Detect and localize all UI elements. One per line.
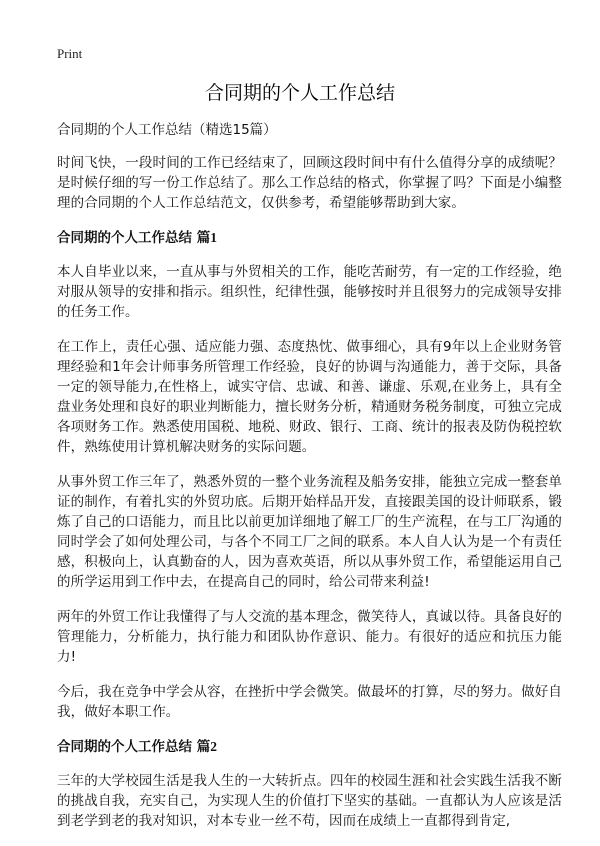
section-1-paragraph-2: 在工作上，责任心强、适应能力强、态度热忱、做事细心，具有9年以上企业财务管理经验和1年会计师事务所管理工作经验，良好的协调与沟通能力，善于交际，具备一定的领导能力,在性格上，诚实守信、忠诚、和善、谦虚、乐观,在业务上，具有全盘业务处理和良好的职业判断能力，擅长财务分析，精通财务税务制度，可独立完成各项财务工作。熟悉使用国税、地税、财政、银行、工商、统计的报表及防伪税控软件，熟练使用计算机解决财务的实际问题。 bbox=[57, 339, 562, 455]
section-heading-1 bbox=[57, 228, 562, 248]
section-heading-text: 合同期的个人工作总结 篇 bbox=[57, 230, 211, 246]
section-2-paragraph-1: 三年的大学校园生活是我人生的一大转折点。四年的校园生涯和社会实践生活我不断的挑战自我，充实自己，为实现人生的价值打下坚实的基础。一直都认为人应该是活到老学到老的我对知识，对本专业一丝不苟，因而在成绩上一直都得到肯定, bbox=[57, 773, 562, 829]
document-subtitle: 合同期的个人工作总结（精选15篇） bbox=[57, 122, 277, 138]
document-body bbox=[57, 120, 562, 846]
intro-paragraph: 时间飞快，一段时间的工作已经结束了，回顾这段时间中有什么值得分享的成绩呢？是时候仔细的写一份工作总结了。那么工作总结的格式，你掌握了吗？下面是小编整理的合同期的个人工作总结范文，仅供参考，希望能够帮助到大家。 bbox=[57, 155, 562, 211]
section-heading-2 bbox=[57, 737, 562, 757]
section-heading-text: 合同期的个人工作总结 篇 bbox=[57, 739, 211, 755]
section-1-paragraph-5: 今后，我在竞争中学会从容，在挫折中学会微笑。做最坏的打算，尽的努力。做好自我，做好本职工作。 bbox=[57, 684, 562, 720]
section-heading-number: 1 bbox=[210, 230, 217, 245]
section-1-paragraph-3: 从事外贸工作三年了，熟悉外贸的一整个业务流程及船务安排，能独立完成一整套单证的制作，有着扎实的外贸功底。后期开始样品开发，直接跟美国的设计师联系，锻炼了自己的口语能力，而且比以前更加详细地了解工厂的生产流程，在与工厂沟通的同时学会了如何处理公司，与各个不同工厂之间的联系。本人自人认为是一个有责任感，积极向上，认真勤奋的人，因为喜欢英语，所以从事外贸工作，希望能运用自己的所学运用到工作中去，在提高自己的同时，给公司带来利益! bbox=[57, 474, 562, 590]
section-1-paragraph-1: 本人自毕业以来，一直从事与外贸相关的工作，能吃苦耐劳，有一定的工作经验，绝对服从领导的安排和指示。组织性，纪律性强，能够按时并且很努力的完成领导安排的任务工作。 bbox=[57, 264, 562, 320]
section-1-paragraph-4: 两年的外贸工作让我懂得了与人交流的基本理念，微笑待人，真诚以待。具备良好的管理能力，分析能力，执行能力和团队协作意识、能力。有很好的适应和抗压力能力! bbox=[57, 609, 562, 665]
print-link[interactable]: Print bbox=[57, 46, 83, 61]
page-title: 合同期的个人工作总结 bbox=[204, 82, 395, 104]
section-heading-number: 2 bbox=[210, 739, 217, 754]
